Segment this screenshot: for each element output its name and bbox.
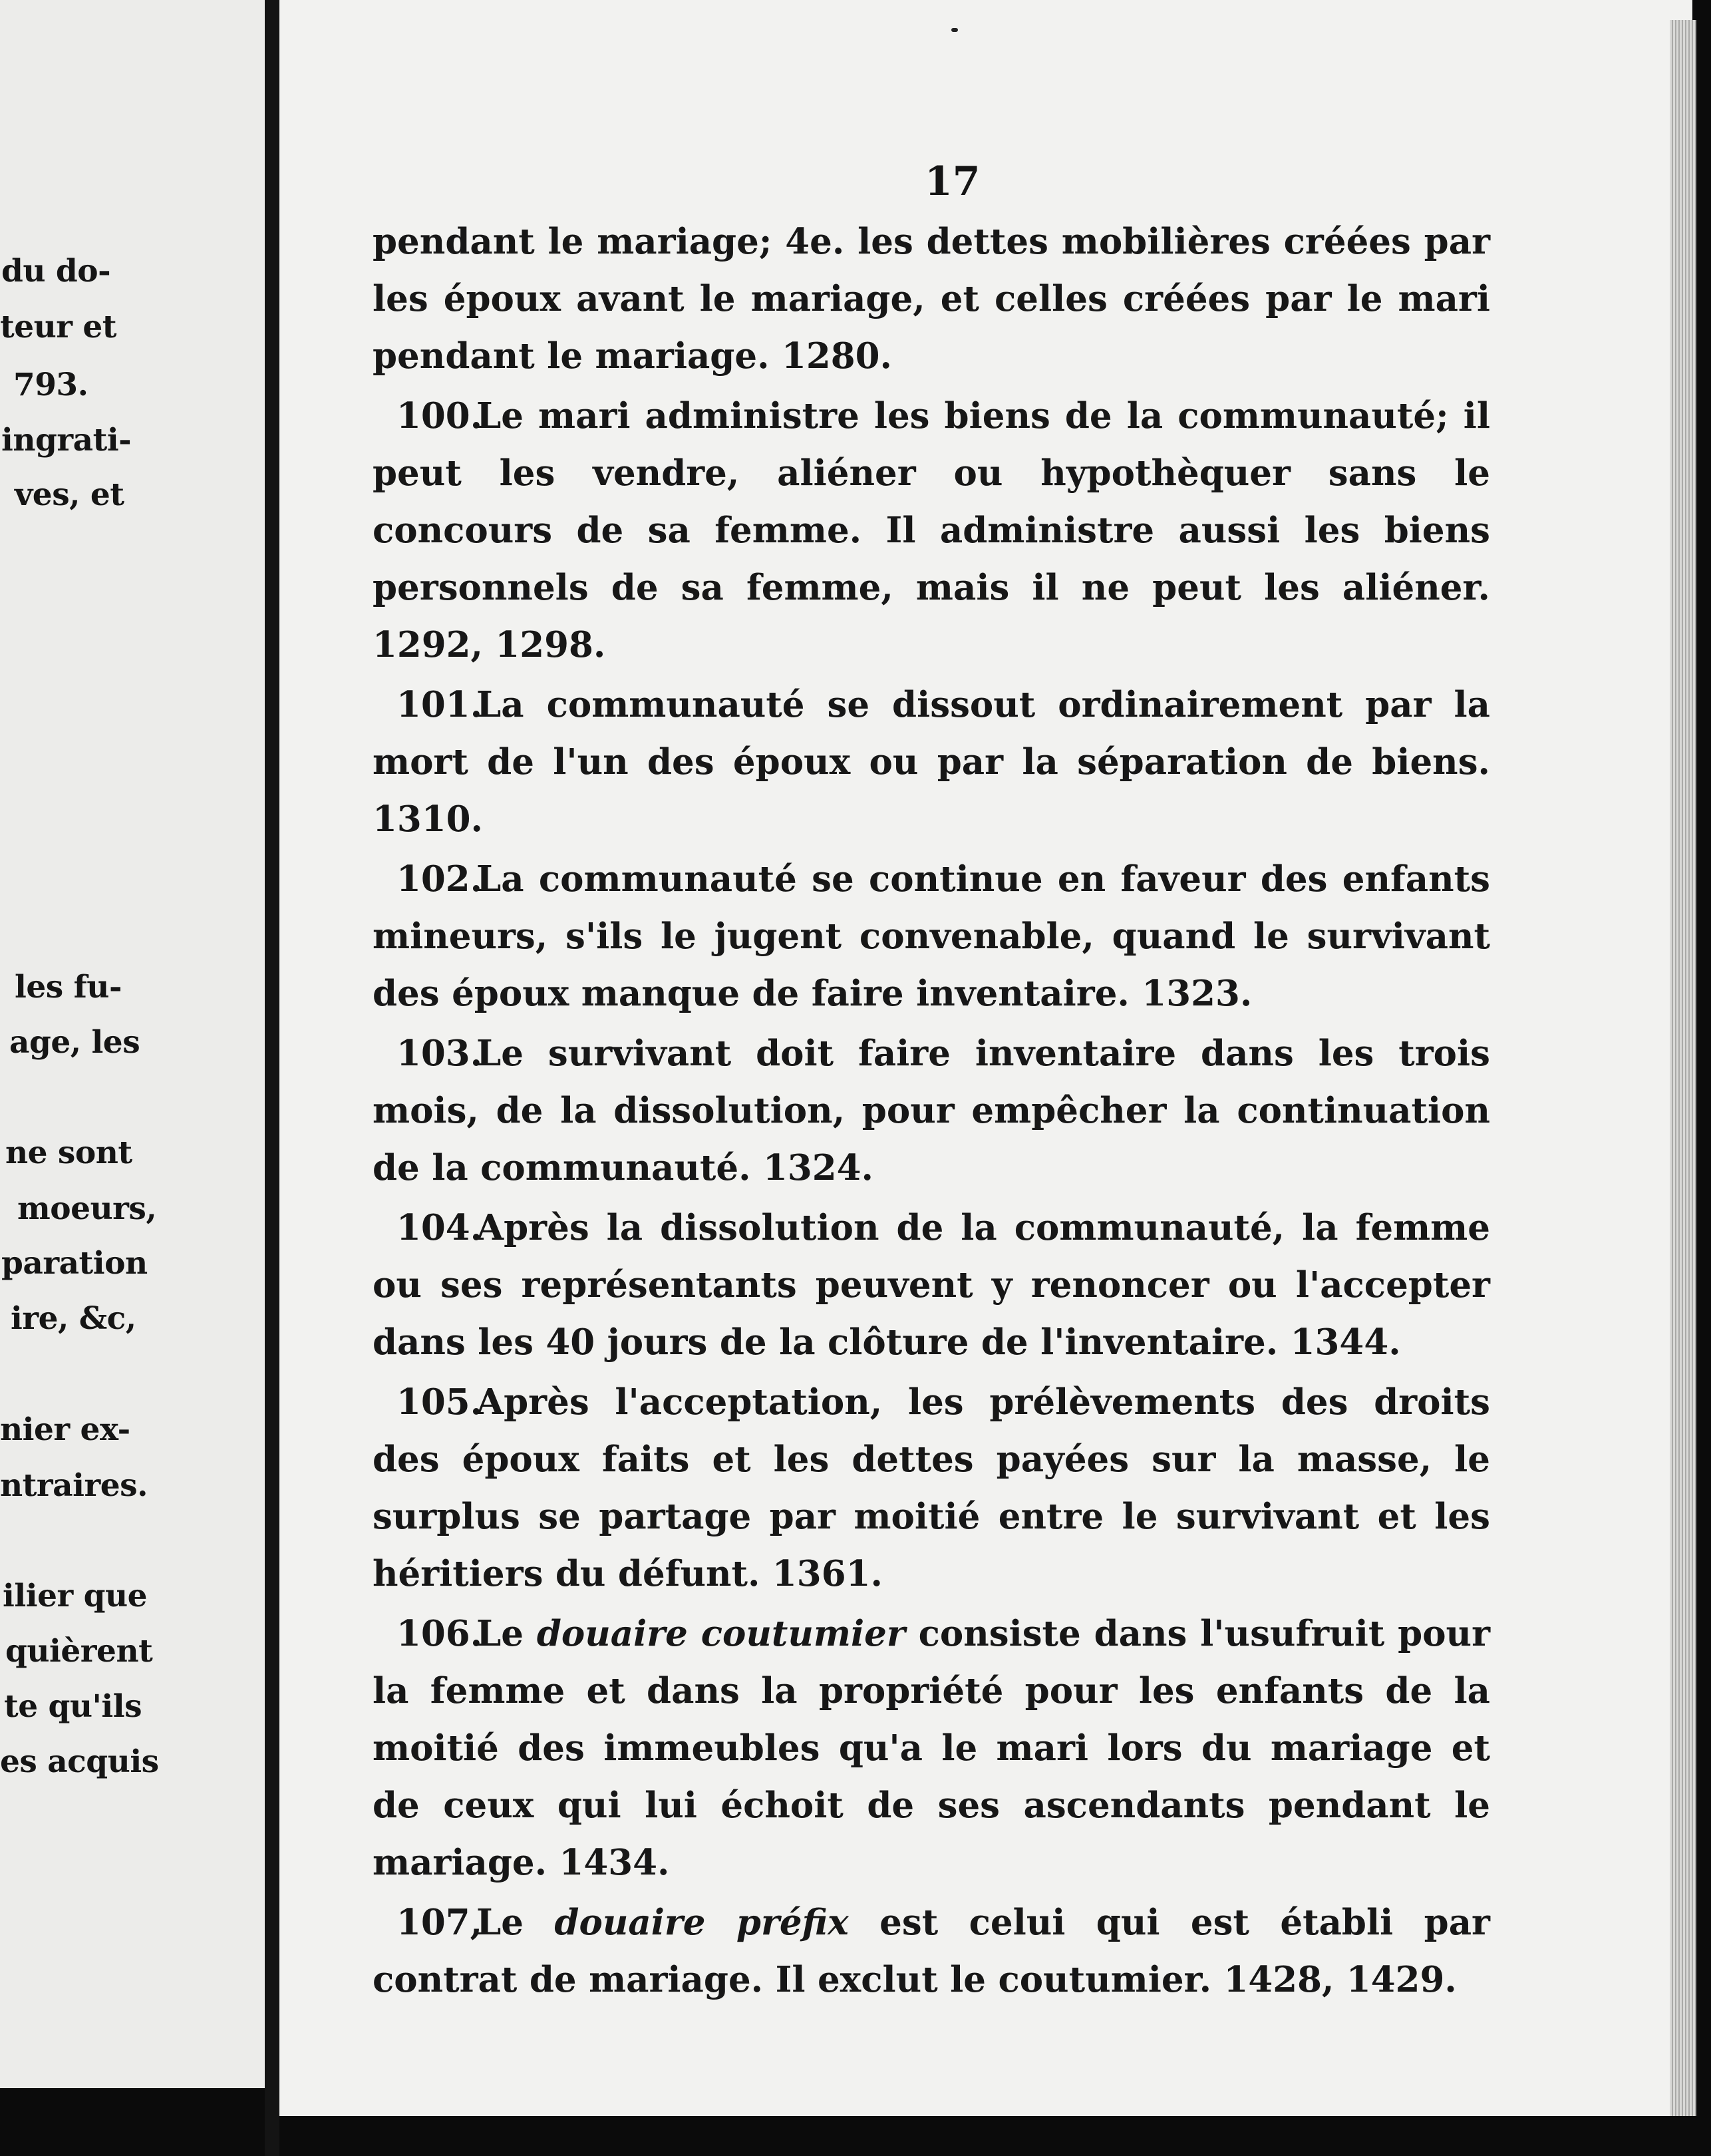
body-text [373,213,1490,2008]
left-page-line: teur et [0,309,117,345]
left-page-line: ne sont [5,1135,132,1171]
left-facing-page [0,0,265,2088]
article-104: 104.Après la dissolution de la communauté, la femme ou ses représentants peuvent y renoncer ou l'accepter dans les 40 jours de la clôture de l'inventaire. 1344. [373,1199,1490,1371]
article-number: 102. [396,858,483,900]
paragraph-continuation: pendant le mariage; 4e. les dettes mobilières créées par les époux avant le mariage, et celles créées par le mari pendant le mariage. 1280. [373,221,1490,377]
article-107: 107,Le douaire préfix est celui qui est établi par contrat de mariage. Il exclut le coutumier. 1428, 1429. [373,1894,1490,2008]
article-number: 104. [396,1207,483,1248]
left-page-line: du do- [1,253,111,289]
left-page-line: nier ex- [0,1411,130,1448]
italic-term: douaire coutumier [536,1613,905,1654]
bottom-shadow [279,2116,1711,2156]
left-page-line: 793. [13,367,88,403]
left-page-line: ntraires. [0,1467,148,1504]
italic-term: douaire préfix [554,1902,849,1943]
ink-speck [951,28,958,32]
book-gutter [265,0,279,2156]
left-page-line: moeurs, [17,1190,157,1227]
left-page-line: ves, et [15,476,124,513]
article-number: 106. [396,1613,483,1654]
left-page-line: ilier que [3,1578,148,1614]
article-105: 105.Après l'acceptation, les prélèvements des droits des époux faits et les dettes payées sur la masse, le surplus se partage par moitié entre le survivant et les héritiers du défunt. 1361. [373,1373,1490,1602]
article-100: 100.Le mari administre les biens de la communauté; il peut les vendre, aliéner ou hypothèquer sans le concours de sa femme. Il administre aussi les biens personnels de sa femme, mais il ne peut les aliéner. 1292, 1298. [373,387,1490,673]
page-edges [1670,20,1696,2116]
left-page-line: te qu'ils [4,1688,142,1725]
article-number: 100. [396,395,483,437]
article-number: 101. [396,684,483,725]
left-page-line: age, les [9,1024,140,1061]
article-number: 105. [396,1381,483,1423]
article-103: 103.Le survivant doit faire inventaire dans les trois mois, de la dissolution, pour empêcher la continuation de la communauté. 1324. [373,1025,1490,1196]
article-106: 106.Le douaire coutumier consiste dans l'usufruit pour la femme et dans la propriété pour les enfants de la moitié des immeubles qu'a le mari lors du mariage et de ceux qui lui échoit de ses ascendants pendant le mariage. 1434. [373,1605,1490,1891]
article-number: 103. [396,1033,483,1074]
article-number: 107, [396,1902,483,1943]
page-number: 17 [925,158,981,205]
left-page-line: es acquis [0,1743,159,1780]
article-102: 102.La communauté se continue en faveur des enfants mineurs, s'ils le jugent convenable, quand le survivant des époux manque de faire inventaire. 1323. [373,850,1490,1022]
left-page-line: les fu- [15,969,122,1005]
left-page-line: ire, &c, [11,1300,136,1337]
left-page-line: paration [1,1245,148,1282]
left-page-line: quièrent [5,1633,153,1670]
left-page-line: ingrati- [1,422,132,458]
article-101: 101.La communauté se dissout ordinairement par la mort de l'un des époux ou par la séparation de biens. 1310. [373,676,1490,848]
